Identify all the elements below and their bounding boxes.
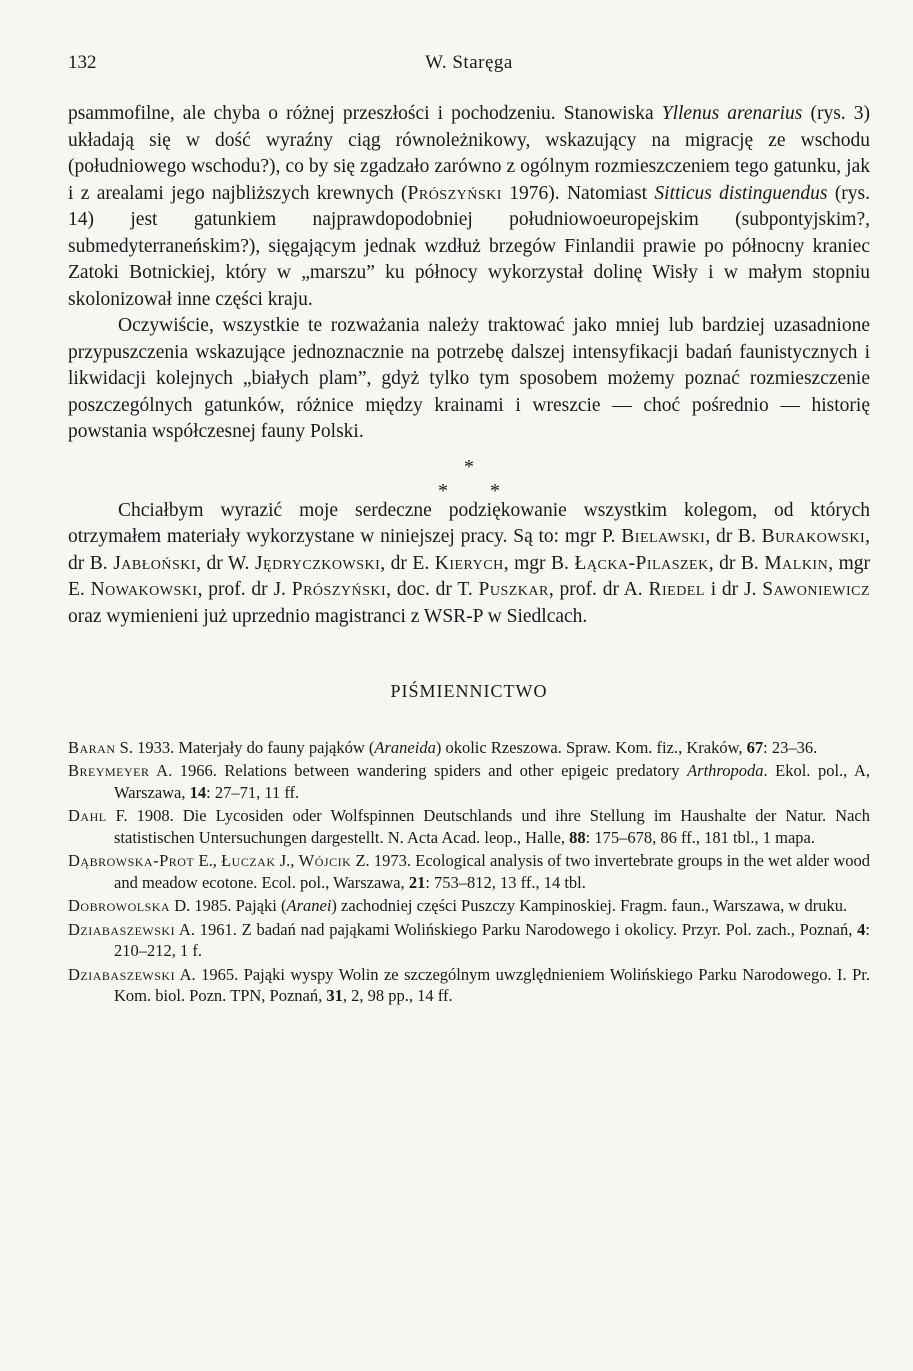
species-name: Sitticus distinguendus xyxy=(654,182,828,204)
page-header xyxy=(68,52,870,76)
reference-item: Dąbrowska-Prot E., Łuczak J., Wójcik Z. 1973. Ecological analysis of two invertebrate groups in the wet alder wood and meadow ecotone. Ecol. pol., Warszawa, 21: 753–812, 13 ff., 14 tbl. xyxy=(68,851,870,892)
body-text xyxy=(68,101,870,1009)
asterisk: * xyxy=(464,455,474,478)
asterisk: * xyxy=(490,479,500,502)
references-title: PIŚMIENNICTWO xyxy=(390,681,548,701)
reference-item: Dziabaszewski A. 1965. Pająki wyspy Wolin ze szczególnym uwzględnieniem Wolińskiego Parku Narodowego. I. Pr. Kom. biol. Pozn. TPN, Poznań, 31, 2, 98 pp., 14 ff. xyxy=(68,964,870,1005)
running-head: W. Staręga xyxy=(425,52,513,73)
section-separator xyxy=(68,446,870,502)
species-name: Yllenus arenarius xyxy=(661,103,803,124)
paragraph-conclusion: Oczywiście, wszystkie te rozważania należy traktować jako mniej lub bardziej uzasadnione przypuszczenia wskazujące jednoznacznie na potrzebę dalszej intensyfikacji badań faunistycznych i likwidacji kolejnych „białych plam”, gdyż tylko tym sposobem możemy poznać rozmieszczenie poszczególnych gatunków, różnice między krainami i wreszcie — choć pośrednio — historię powstania współczesnej fauny Polski. xyxy=(68,315,870,442)
reference-item: Dziabaszewski A. 1961. Z badań nad pająkami Wolińskiego Parku Narodowego i okolicy. Przyr. Pol. zach., Poznań, 4: 210–212, 1 f. xyxy=(68,919,870,960)
references-list xyxy=(68,737,870,1007)
reference-item: Breymeyer A. 1966. Relations between wandering spiders and other epigeic predatory Arthropoda. Ekol. pol., A, Warszawa, 14: 27–71, 11 ff. xyxy=(68,761,870,802)
paragraph-acknowledgement: Chciałbym wyrazić moje serdeczne podziękowanie wszystkim kolegom, od których otrzymałem materiały wykorzystane w niniejszej pracy. Są to: mgr P. Bielawski, dr B. Burakowski, dr B. Jabłoński, dr W. Jędryczkowski, dr E. Kierych, mgr B. Łącka-Pilaszek, dr B. Malkin, mgr E. Nowakowski, prof. dr J. Prószyński, doc. dr T. Puszkar, prof. dr A. Riedel i dr J. Sawoniewicz oraz wymienieni już uprzednio magistranci z WSR-P w Siedlcach. xyxy=(68,499,871,627)
reference-item: Dobrowolska D. 1985. Pająki (Aranei) zachodniej części Puszczy Kampinoskiej. Fragm. faun., Warszawa, w druku. xyxy=(68,896,848,915)
paragraph-continuation: psammofilne, ale chyba o różnej przeszłości i pochodzeniu. Stanowiska Yllenus arenarius (rys. 3) układają się w dość wyraźny ciąg równoleżnikowy, wskazujący na migrację ze wschodu (południowego wschodu?), co by się zgadzało zarówno z ogólnym rozmieszczeniem tego gatunku, jak i z arealami jego najbliższych krewnych (Prószyński 1976). Natomiast Sitticus distinguendus (rys. 14) jest gatunkiem najprawdopodobniej południowoeuropejskim (subpontyjskim?, submedyterraneńskim?), sięgającym jednak wzdłuż brzegów Finlandii prawie po północny kraniec Zatoki Botnickiej, który w „marszu” ku północy wykorzystał dolinę Wisły i w małym stopniu skolonizował inne części kraju. xyxy=(68,103,871,310)
author-name: Prószyński xyxy=(407,182,502,204)
page-number: 132 xyxy=(68,52,97,73)
reference-item: Dahl F. 1908. Die Lycosiden oder Wolfspinnen Deutschlands und ihre Stellung im Haushalte der Natur. Nach statistischen Untersuchungen dargestellt. N. Acta Acad. leop., Halle, 88: 175–678, 86 ff., 181 tbl., 1 mapa. xyxy=(68,806,870,847)
asterisk: * xyxy=(438,479,448,502)
reference-item: Baran S. 1933. Materjały do fauny pająków (Araneida) okolic Rzeszowa. Spraw. Kom. fiz., Kraków, 67: 23–36. xyxy=(68,737,818,757)
